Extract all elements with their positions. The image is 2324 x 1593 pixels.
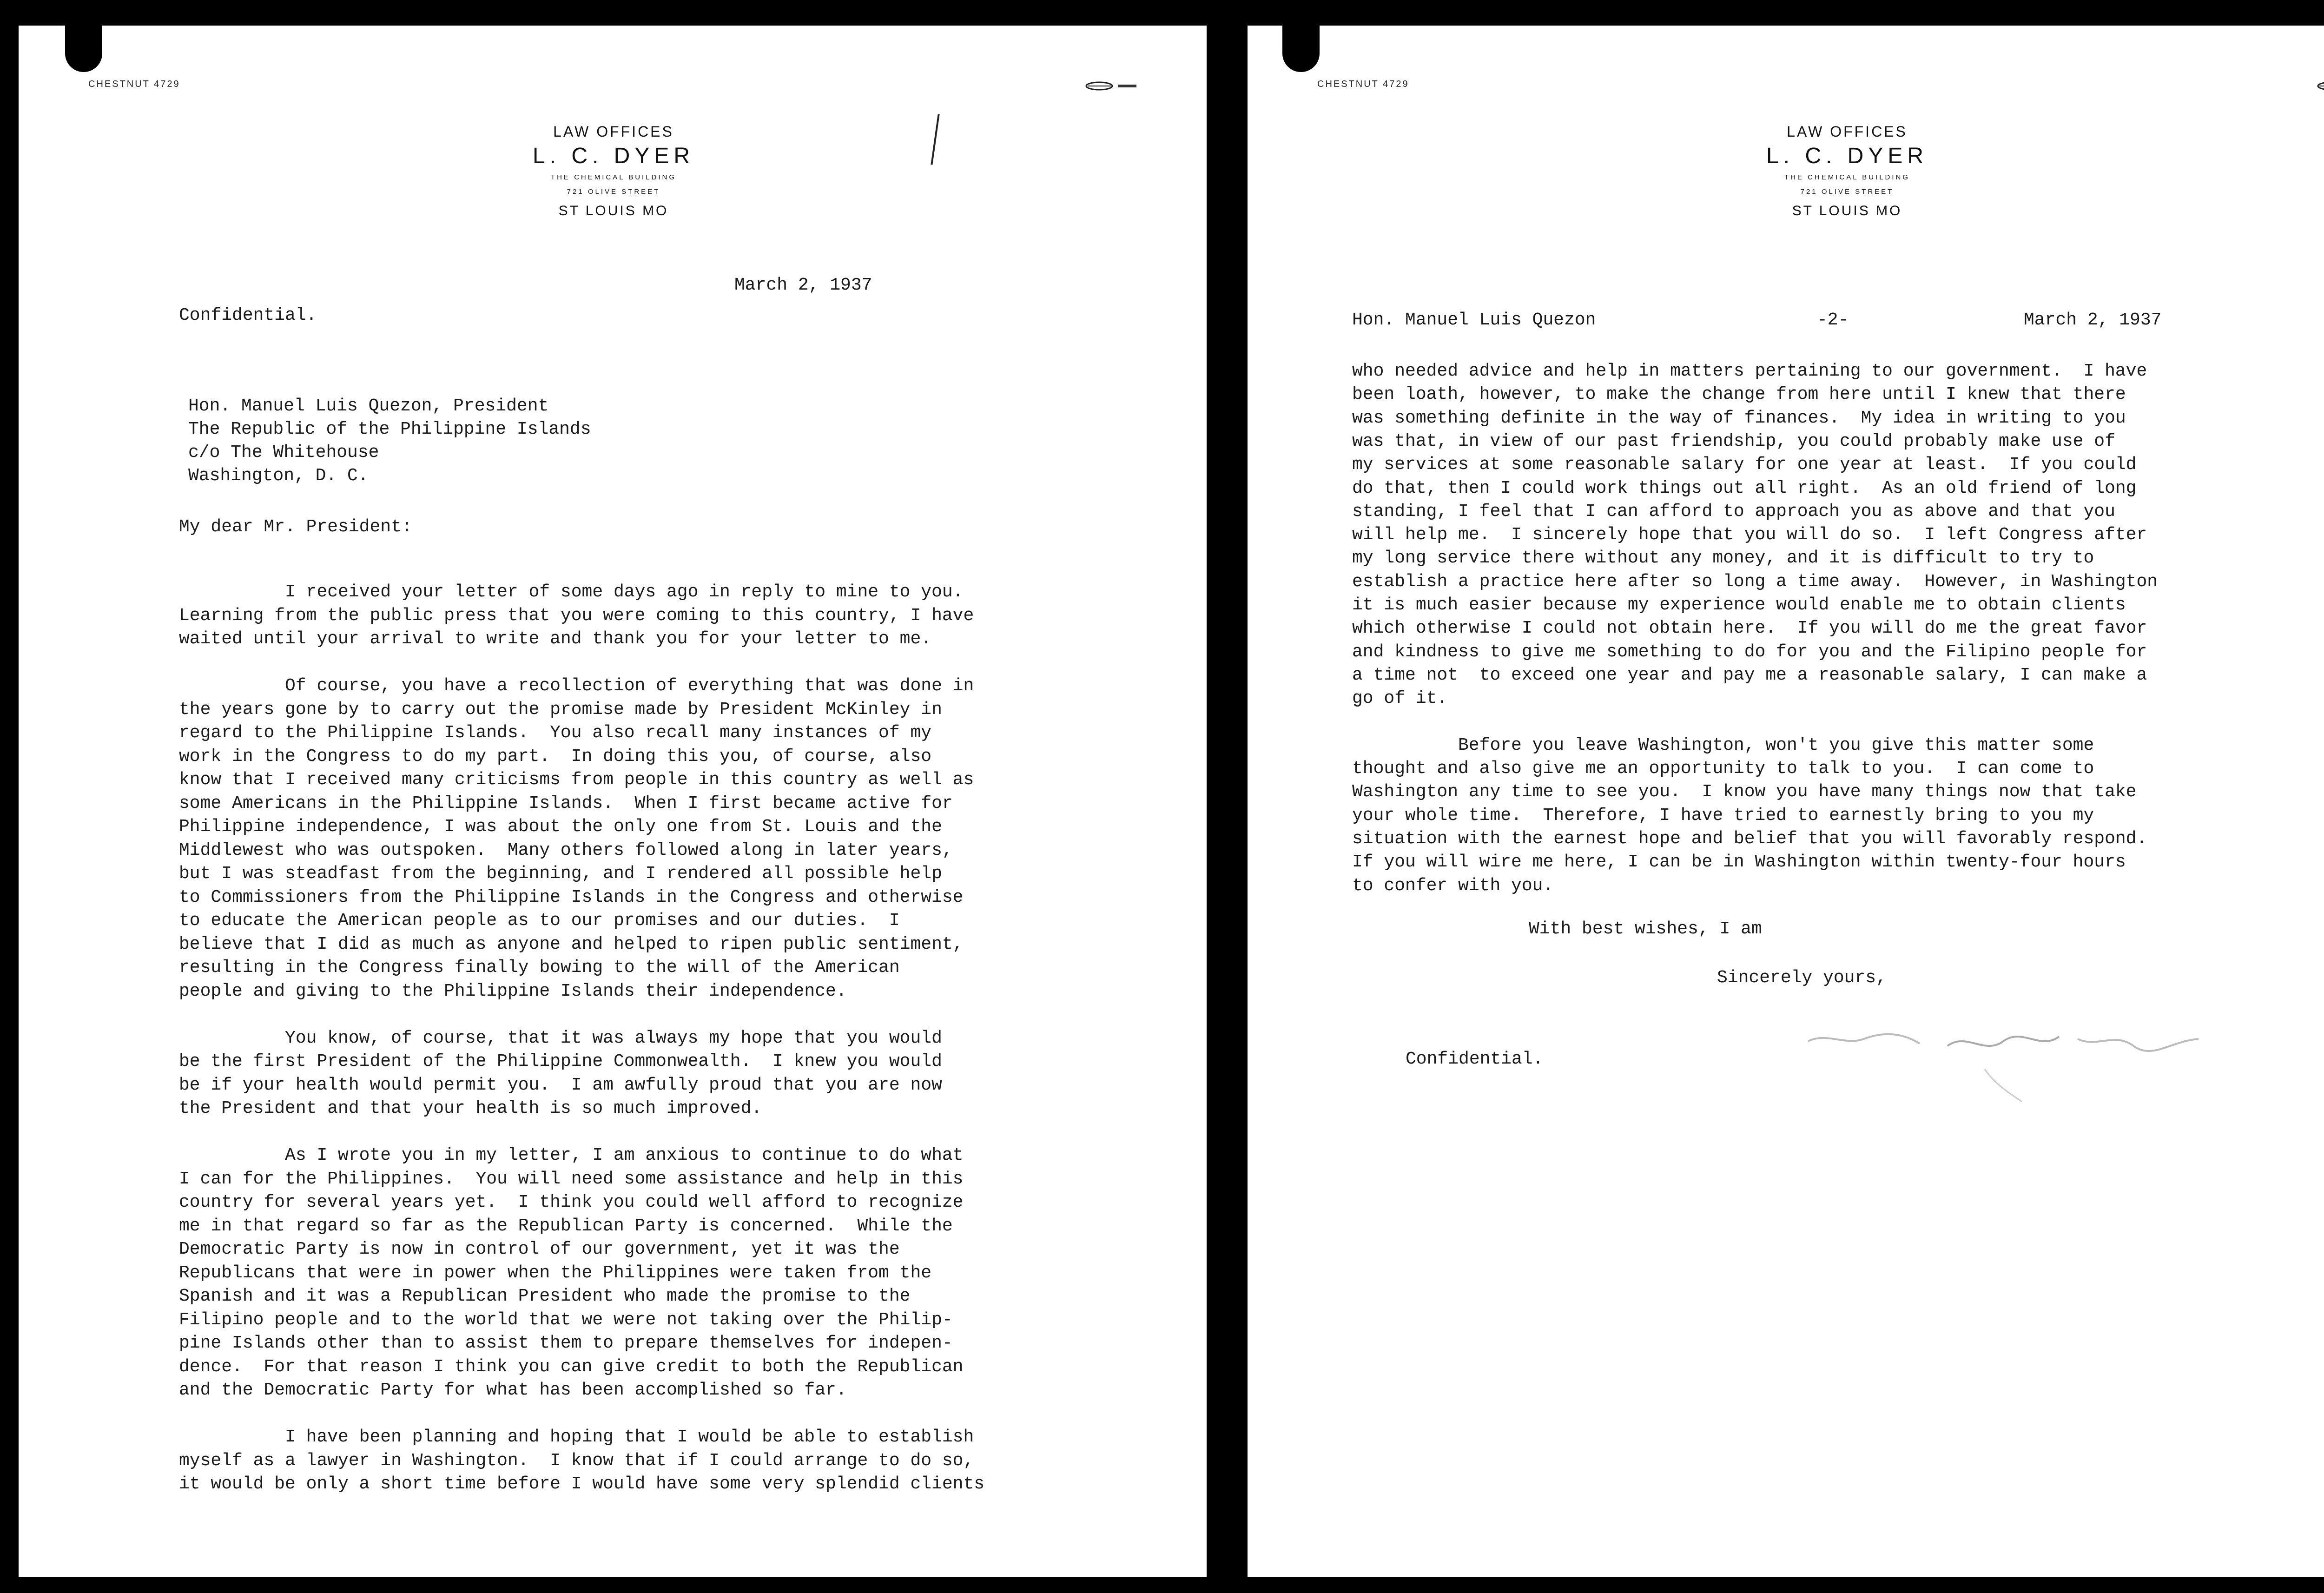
continuation-header-name: Hon. Manuel Luis Quezon <box>1352 310 1596 330</box>
confidential-label: Confidential. <box>179 305 317 325</box>
body-line: your whole time. Therefore, I have tried to earnestly bring to you my <box>1352 805 2094 826</box>
body-line: I have been planning and hoping that I would be able to establish <box>179 1427 974 1447</box>
body-line: pine Islands other than to assist them to prepare themselves for indepen- <box>179 1333 953 1353</box>
body-line: myself as a lawyer in Washington. I know that if I could arrange to do so, <box>179 1450 974 1471</box>
letterhead-street: 721 OLIVE STREET <box>567 188 660 196</box>
body-line: Democratic Party is now in control of our government, yet it was the <box>179 1239 900 1259</box>
body-line: Washington any time to see you. I know you have many things now that take <box>1352 782 2137 802</box>
body-line: know that I received many criticisms from people in this country as well as <box>179 770 974 790</box>
body-line: been loath, however, to make the change from here until I knew that there <box>1352 384 2126 405</box>
letterhead-city: ST LOUIS MO <box>1792 203 1902 218</box>
body-line: my long service there without any money, and it is difficult to try to <box>1352 548 2094 568</box>
body-line: will help me. I sincerely hope that you will do so. I left Congress after <box>1352 525 2147 545</box>
body-line: country for several years yet. I think you could well afford to recognize <box>179 1192 964 1212</box>
body-line: a time not to exceed one year and pay me a reasonable salary, I can make a <box>1352 665 2147 685</box>
body-line: Filipino people and to the world that we were not taking over the Philip- <box>179 1309 953 1330</box>
body-line: to educate the American people as to our promises and our duties. I <box>179 911 900 931</box>
letterhead-building: THE CHEMICAL BUILDING <box>550 173 677 181</box>
body-line: work in the Congress to do my part. In doing this you, of course, also <box>179 746 932 767</box>
body-line: but I was steadfast from the beginning, and I rendered all possible help <box>179 864 942 884</box>
body-line: me in that regard so far as the Republican Party is concerned. While the <box>179 1216 953 1236</box>
pencil-mark <box>931 114 939 165</box>
body-line: Before you leave Washington, won't you give this matter some <box>1352 735 2094 755</box>
body-line: was that, in view of our past friendship, you could probably make use of <box>1352 431 2115 451</box>
body-line: the years gone by to carry out the promise made by President McKinley in <box>179 699 942 720</box>
closing-line: With best wishes, I am <box>1529 919 1762 939</box>
letterhead <box>493 123 734 219</box>
body-line: it is much easier because my experience would enable me to obtain clients <box>1352 595 2126 615</box>
body-line: establish a practice here after so long a time away. However, in Washington <box>1352 571 2158 592</box>
letterhead-phone: CHESTNUT 4729 <box>1317 79 1409 89</box>
body-line: some Americans in the Philippine Islands. When I first became active for <box>179 793 953 813</box>
body-line: the President and that your health is so much improved. <box>179 1098 762 1118</box>
printer-mark-icon <box>1083 80 1143 92</box>
letterhead-city: ST LOUIS MO <box>558 203 669 218</box>
letterhead-building: THE CHEMICAL BUILDING <box>1784 173 1910 181</box>
printer-mark-icon <box>2315 80 2324 92</box>
body-line: which otherwise I could not obtain here. If you will do me the great favor <box>1352 618 2147 639</box>
body-line: and kindness to give me something to do for you and the Filipino people for <box>1352 641 2147 662</box>
confidential-label: Confidential. <box>1406 1049 1544 1069</box>
body-line: Philippine independence, I was about the only one from St. Louis and the <box>179 817 942 837</box>
body-line: do that, then I could work things out all right. As an old friend of long <box>1352 478 2137 498</box>
address-line: Washington, D. C. <box>188 466 369 486</box>
body-line: Middlewest who was outspoken. Many others followed along in later years, <box>179 840 953 860</box>
body-line: waited until your arrival to write and thank you for your letter to me. <box>179 629 932 649</box>
body-line: dence. For that reason I think you can give credit to both the Republican <box>179 1356 964 1377</box>
body-line: who needed advice and help in matters pertaining to our government. I have <box>1352 361 2147 381</box>
body-line: was something definite in the way of finances. My idea in writing to you <box>1352 408 2126 428</box>
body-line: my services at some reasonable salary for one year at least. If you could <box>1352 455 2137 475</box>
punch-hole <box>65 26 102 72</box>
sign-off: Sincerely yours, <box>1717 968 1887 988</box>
body-line: be if your health would permit you. I am awfully proud that you are now <box>179 1075 942 1095</box>
body-line: You know, of course, that it was always my hope that you would <box>179 1028 942 1048</box>
address-line: c/o The Whitehouse <box>188 443 379 463</box>
body-line: and the Democratic Party for what has been accomplished so far. <box>179 1380 847 1400</box>
letterhead-phone: CHESTNUT 4729 <box>88 79 180 89</box>
body-line: thought and also give me an opportunity to talk to you. I can come to <box>1352 759 2094 779</box>
signature-scribble <box>1789 1013 2236 1116</box>
body-line: As I wrote you in my letter, I am anxious to continue to do what <box>179 1145 964 1165</box>
address-line: Hon. Manuel Luis Quezon, President <box>188 396 549 416</box>
salutation: My dear Mr. President: <box>179 517 412 537</box>
letterhead-street: 721 OLIVE STREET <box>1800 188 1894 196</box>
body-line: go of it. <box>1352 688 1448 709</box>
body-line: Republicans that were in power when the Philippines were taken from the <box>179 1263 932 1283</box>
page-number: -2- <box>1817 310 1849 330</box>
letterhead-name: L. C. DYER <box>532 144 695 168</box>
letterhead <box>1726 123 1968 219</box>
letter-page-1 <box>19 26 1207 1577</box>
letter-date: March 2, 1937 <box>2024 310 2162 330</box>
body-line: resulting in the Congress finally bowing to the will of the American <box>179 958 900 978</box>
body-line: If you will wire me here, I can be in Washington within twenty-four hours <box>1352 852 2126 873</box>
body-line: people and giving to the Philippine Islands their independence. <box>179 981 847 1001</box>
body-line: I received your letter of some days ago in reply to mine to you. <box>179 582 964 602</box>
body-line: it would be only a short time before I would have some very splendid clients <box>179 1474 985 1494</box>
body-line: be the first President of the Philippine Commonwealth. I knew you would <box>179 1051 942 1071</box>
body-line: I can for the Philippines. You will need some assistance and help in this <box>179 1169 964 1189</box>
address-line: The Republic of the Philippine Islands <box>188 419 591 439</box>
punch-hole <box>1282 26 1320 72</box>
body-line: Of course, you have a recollection of everything that was done in <box>179 676 974 696</box>
letter-date: March 2, 1937 <box>734 275 872 295</box>
letter-page-2 <box>1248 26 2324 1577</box>
body-line: Spanish and it was a Republican President who made the promise to the <box>179 1286 911 1306</box>
letterhead-law-offices: LAW OFFICES <box>553 123 674 140</box>
letterhead-name: L. C. DYER <box>1766 144 1928 168</box>
body-line: believe that I did as much as anyone and helped to ripen public sentiment, <box>179 934 964 954</box>
body-line: to confer with you. <box>1352 875 1554 896</box>
body-line: situation with the earnest hope and belief that you will favorably respond. <box>1352 829 2147 849</box>
body-line: to Commissioners from the Philippine Islands in the Congress and otherwise <box>179 887 964 907</box>
body-line: standing, I feel that I can afford to approach you as above and that you <box>1352 501 2115 522</box>
body-line: regard to the Philippine Islands. You also recall many instances of my <box>179 723 932 743</box>
body-line: Learning from the public press that you were coming to this country, I have <box>179 605 974 626</box>
letterhead-law-offices: LAW OFFICES <box>1787 123 1908 140</box>
